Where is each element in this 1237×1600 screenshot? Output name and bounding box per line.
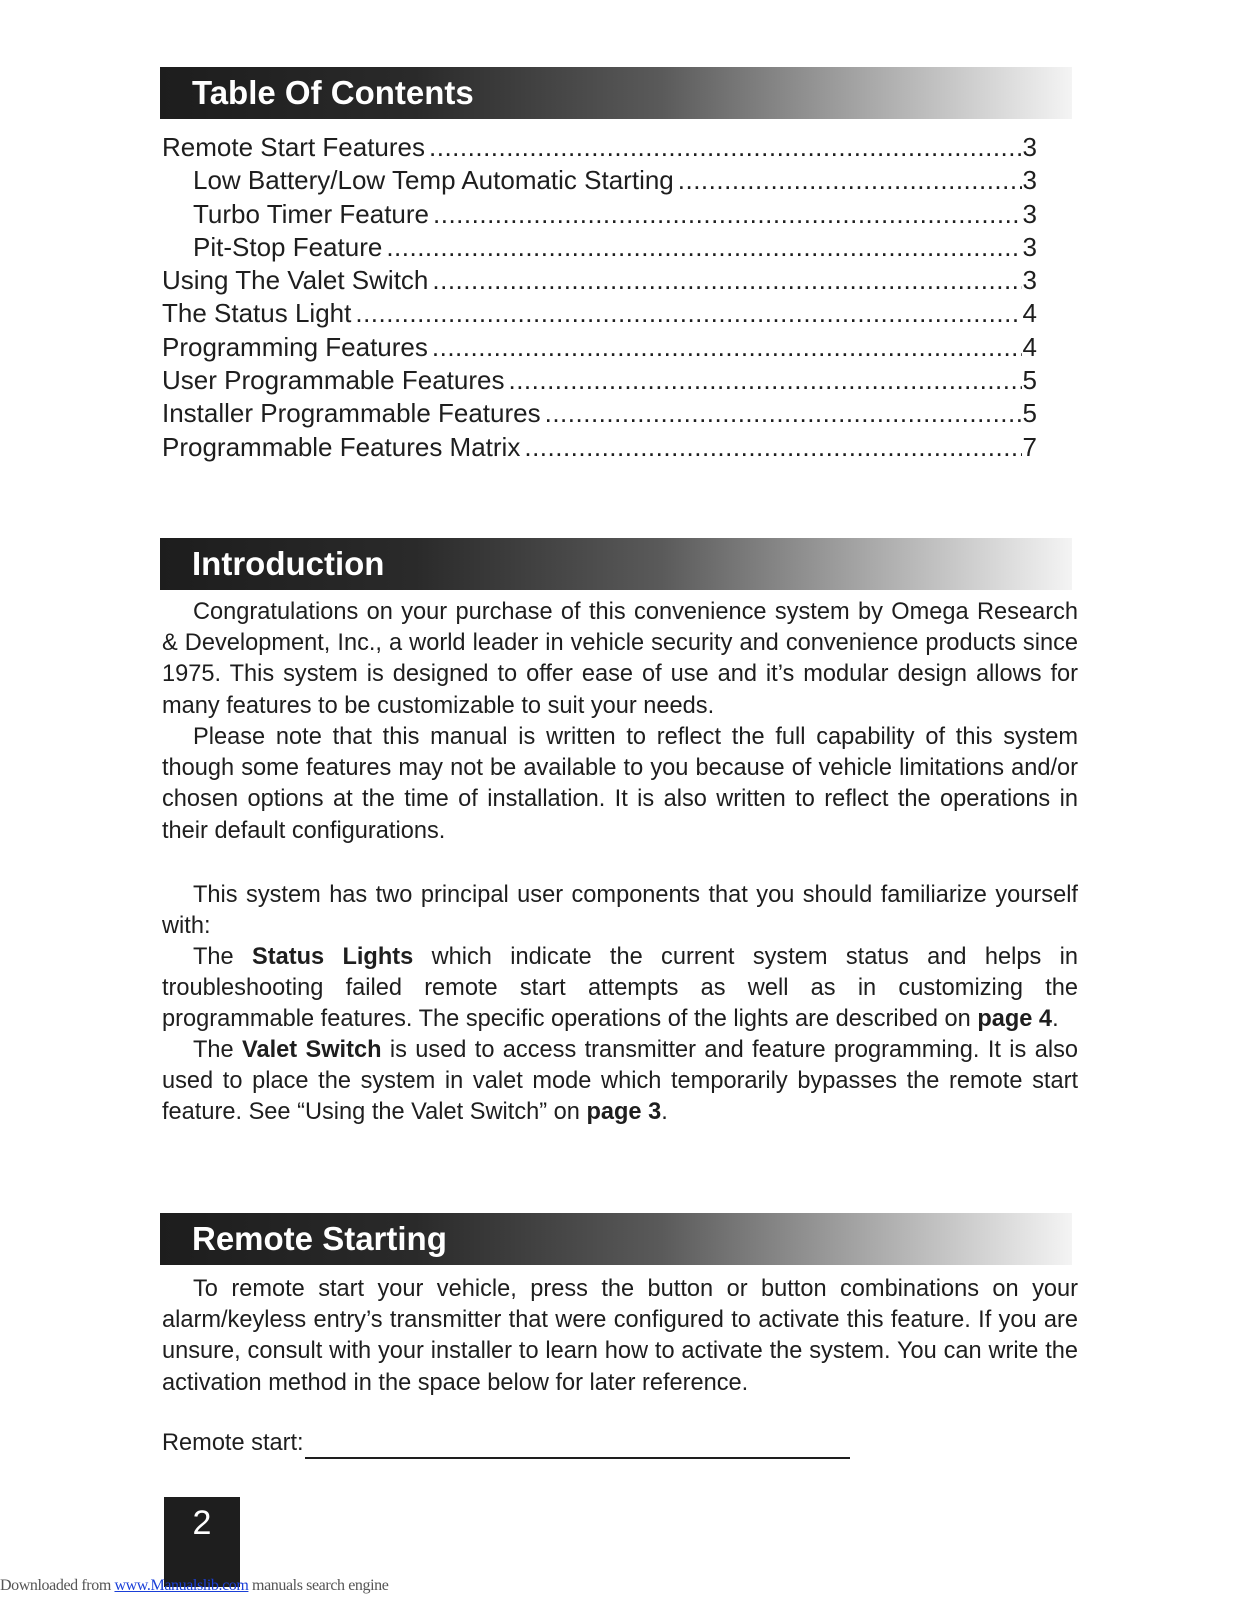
toc-entry-label: Remote Start Features xyxy=(162,132,425,162)
toc-leader xyxy=(355,297,1021,330)
toc-entry-page: 3 xyxy=(1022,165,1037,196)
toc-entry-label: Low Battery/Low Temp Automatic Starting xyxy=(193,165,674,196)
toc-entry-page: 4 xyxy=(1022,298,1037,329)
introduction-header xyxy=(160,538,1072,590)
toc-entry-page: 4 xyxy=(1022,331,1037,362)
footer-link[interactable]: www.Manualslib.com xyxy=(114,1577,249,1594)
remote-starting-paragraph: To remote start your vehicle, press the button or button combinations on your alarm/keyless entry’s transmitter that were configured to activate this feature. If you are unsure, consult with your installer to learn how to activate the system. You can write the activation method in the space below for later reference. xyxy=(162,1276,1078,1396)
toc-entry[interactable] xyxy=(162,198,1037,231)
toc-entry-page: 5 xyxy=(1022,398,1037,429)
intro-paragraph: This system has two principal user components that you should familiarize yourself with: xyxy=(162,882,1078,940)
status-lights-term: Status Lights xyxy=(252,944,414,970)
toc-entry[interactable] xyxy=(162,364,1037,397)
status-lights-paragraph: The Status Lights which indicate the current system status and helps in troubleshooting failed remote start attempts as well as in customizing the programmable features. The specific operations of the lights are described on page 4. xyxy=(162,944,1078,1033)
toc-entry-label: Pit-Stop Feature xyxy=(193,231,383,262)
toc-entry-label: Programmable Features Matrix xyxy=(162,431,521,462)
toc-header xyxy=(160,67,1072,119)
intro-paragraph: Please note that this manual is written to reflect the full capability of this system though some features may not be available to you because of vehicle limitations and/or chosen options at the time of installation. It is also written to reflect the operations in their default configurations. xyxy=(162,724,1078,844)
toc-entry[interactable] xyxy=(162,397,1037,430)
page-reference: page 3 xyxy=(586,1099,662,1126)
toc-entry-page: 3 xyxy=(1022,231,1037,262)
remote-starting-header xyxy=(160,1213,1072,1265)
toc-entry[interactable] xyxy=(162,131,1037,164)
valet-switch-paragraph: The Valet Switch is used to access transmitter and feature programming. It is also used to place the system in valet mode which temporarily bypasses the remote start feature. See “Using the Valet Switch” on page 3. xyxy=(162,1037,1078,1126)
toc-leader xyxy=(433,198,1022,231)
toc-leader xyxy=(678,164,1022,197)
footer-prefix: Downloaded from xyxy=(0,1577,115,1594)
toc-entry[interactable] xyxy=(162,231,1037,264)
toc-entry[interactable] xyxy=(162,331,1037,364)
toc-entry-label: Programming Features xyxy=(162,331,428,362)
intro-paragraph: Congratulations on your purchase of this convenience system by Omega Research & Development, Inc., a world leader in vehicle security and convenience products since 1975. This system is designed to offer ease of use and it’s modular design allows for many features to be customizable to suit your needs. xyxy=(162,599,1078,719)
toc-entry-label: Using The Valet Switch xyxy=(162,265,429,296)
remote-start-field-label: Remote start: xyxy=(162,1430,304,1456)
toc-entry-label: User Programmable Features xyxy=(162,365,505,396)
toc-entry-page: 3 xyxy=(1022,265,1037,296)
toc-entry-page: 3 xyxy=(1022,198,1037,229)
valet-switch-term: Valet Switch xyxy=(242,1037,382,1063)
toc-entry[interactable] xyxy=(162,431,1037,464)
download-footer xyxy=(0,1577,388,1595)
toc-entry[interactable] xyxy=(162,164,1037,197)
toc-entry[interactable] xyxy=(162,264,1037,297)
toc-title: Table Of Contents xyxy=(192,74,474,111)
toc-entry-page: 7 xyxy=(1022,431,1037,462)
toc-leader xyxy=(524,431,1021,464)
toc-leader xyxy=(545,397,1022,430)
toc-leader xyxy=(432,264,1021,297)
page-number-tab xyxy=(164,1497,240,1587)
remote-start-blank-line xyxy=(305,1431,850,1459)
toc-entry-label: The Status Light xyxy=(162,298,352,329)
introduction-title: Introduction xyxy=(192,545,385,582)
toc-entry-label: Turbo Timer Feature xyxy=(193,198,430,229)
toc-entry[interactable] xyxy=(162,297,1037,330)
toc-leader xyxy=(432,331,1022,364)
page-number: 2 xyxy=(192,1504,212,1542)
toc-entry-page: 5 xyxy=(1022,365,1037,396)
toc-entry-page: 3 xyxy=(1022,132,1037,162)
toc-entry-label: Installer Programmable Features xyxy=(162,398,541,429)
toc-list xyxy=(162,131,1037,464)
remote-start-field xyxy=(162,1428,850,1459)
toc-leader xyxy=(429,131,1022,164)
footer-suffix: manuals search engine xyxy=(248,1577,389,1594)
toc-leader xyxy=(386,231,1021,264)
toc-leader xyxy=(508,364,1021,397)
remote-starting-title: Remote Starting xyxy=(192,1220,447,1257)
page-reference: page 4 xyxy=(977,1006,1053,1033)
